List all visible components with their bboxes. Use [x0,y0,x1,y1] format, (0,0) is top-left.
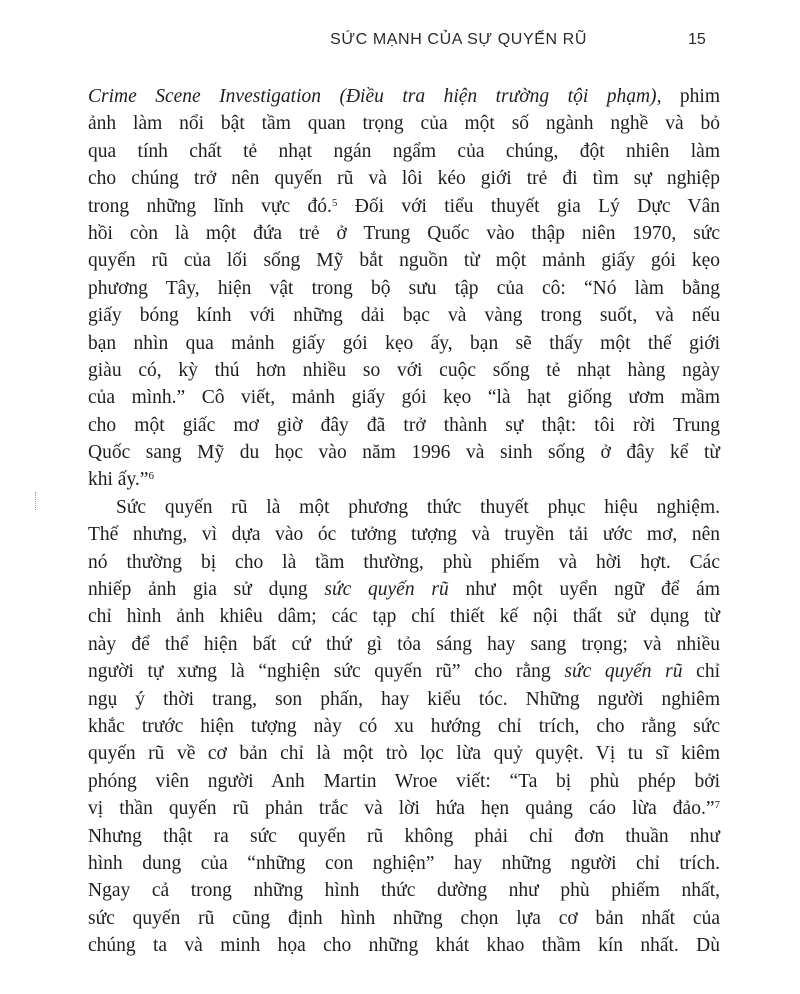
paragraph-1 [88,83,720,494]
text-line: quyến rũ của lối sống Mỹ bắt nguồn từ một mảnh giấy gói kẹo [88,250,720,272]
italic-term: sức quyến rũ [324,579,449,601]
text-line: ảnh làm nổi bật tầm quan trọng của một số ngành nghề và bỏ [88,113,720,135]
text-line: cho chúng trở nên quyến rũ và lôi kéo giới trẻ đi tìm sự nghiệp [88,168,720,190]
text-line: cho một giấc mơ giờ đây đã trở thành sự thật: tôi rời Trung [88,414,720,436]
text-line: Crime Scene Investigation (Điều tra hiện trường tội phạm), phim [88,86,721,107]
text-line: nó thường bị cho là tầm thường, phù phiếm và hời hợt. Các [88,551,720,573]
text-line: Thế nhưng, vì dựa vào óc tưởng tượng và truyền tải ước mơ, nên [88,524,720,546]
text-line: quyến rũ về cơ bản chỉ là một trò lọc lừa quỷ quyệt. Vị tu sĩ kiêm [88,743,720,765]
text-line: ngụ ý thời trang, son phấn, hay kiểu tóc. Những người nghiêm [88,688,720,710]
text-line: người tự xưng là “nghiện sức quyến rũ” cho rằng sức quyến rũ chỉ [88,661,721,683]
text-line: chúng ta và minh họa cho những khát khao thầm kín nhất. Dù [88,935,720,957]
text-line: qua tính chất tẻ nhạt ngán ngẩm của chúng, đột nhiên làm [88,140,720,162]
footnote-marker: 5 [331,196,338,209]
page-body [88,83,720,960]
page-number: 15 [688,31,706,48]
italic-title: Crime Scene Investigation (Điều tra hiện trường tội phạm) [88,86,657,107]
text-line: nhiếp ảnh gia sử dụng sức quyến rũ như một uyển ngữ để ám [88,579,720,601]
text-line: giàu có, kỳ thú hơn nhiều so với cuộc sống tẻ nhạt hàng ngày [88,359,720,381]
footnote-marker: 7 [714,799,720,812]
text-line: Ngay cả trong những hình thức dường như phù phiếm nhất, [88,880,720,902]
text-line: sức quyến rũ cũng định hình những chọn lựa cơ bản nhất của [88,907,720,929]
text-line: vị thần quyến rũ phản trắc và lời hứa hẹn quảng cáo lừa đảo.”$^7$ [88,798,720,820]
text-line: giấy bóng kính với những dải bạc và vàng trong suốt, và nếu [88,305,720,327]
text-line: Nhưng thật ra sức quyến rũ không phải chỉ đơn thuần như [88,825,720,847]
text-line: này để thể hiện bất cứ thứ gì tỏa sáng hay sang trọng; và nhiều [88,633,720,655]
italic-term: sức quyến rũ [564,661,683,683]
text-line: hồi còn là một đứa trẻ ở Trung Quốc vào thập niên 1970, sức [88,222,720,244]
text-line: khắc trước hiện tượng này có xu hướng chỉ trích, cho rằng sức [88,715,720,737]
footnote-marker: 6 [148,470,154,483]
gutter-mark [35,492,38,510]
text-line: bạn nhìn qua mảnh giấy gói kẹo ấy, bạn sẽ thấy một thế giới [88,332,720,354]
running-header [0,31,800,55]
text-line: hình dung của “những con nghiện” hay những người chỉ trích. [88,852,720,874]
text-line: phóng viên người Anh Martin Wroe viết: “Ta bị phù phép bởi [88,770,720,792]
text-line: trong những lĩnh vực đó.$^5$ Đối với tiểu thuyết gia Lý Dực Vân [88,195,721,217]
text-line: Quốc sang Mỹ du học vào năm 1996 và sinh sống ở đây kể từ [88,442,720,464]
text-line: phương Tây, hiện vật trong bộ sưu tập của cô: “Nó làm bằng [88,277,720,299]
paragraph-2 [88,494,720,960]
text-line: chỉ hình ảnh khiêu dâm; các tạp chí thiết kế nội thất sử dụng từ [88,606,720,628]
text-line: khi ấy.”$^6$ [88,469,154,491]
text-line: Sức quyến rũ là một phương thức thuyết phục hiệu nghiệm. [116,496,720,518]
running-title: SỨC MẠNH CỦA SỰ QUYẾN RŨ [330,31,587,48]
text-line: của mình.” Cô viết, mảnh giấy gói kẹo “là hạt giống ươm mầm [88,387,720,409]
